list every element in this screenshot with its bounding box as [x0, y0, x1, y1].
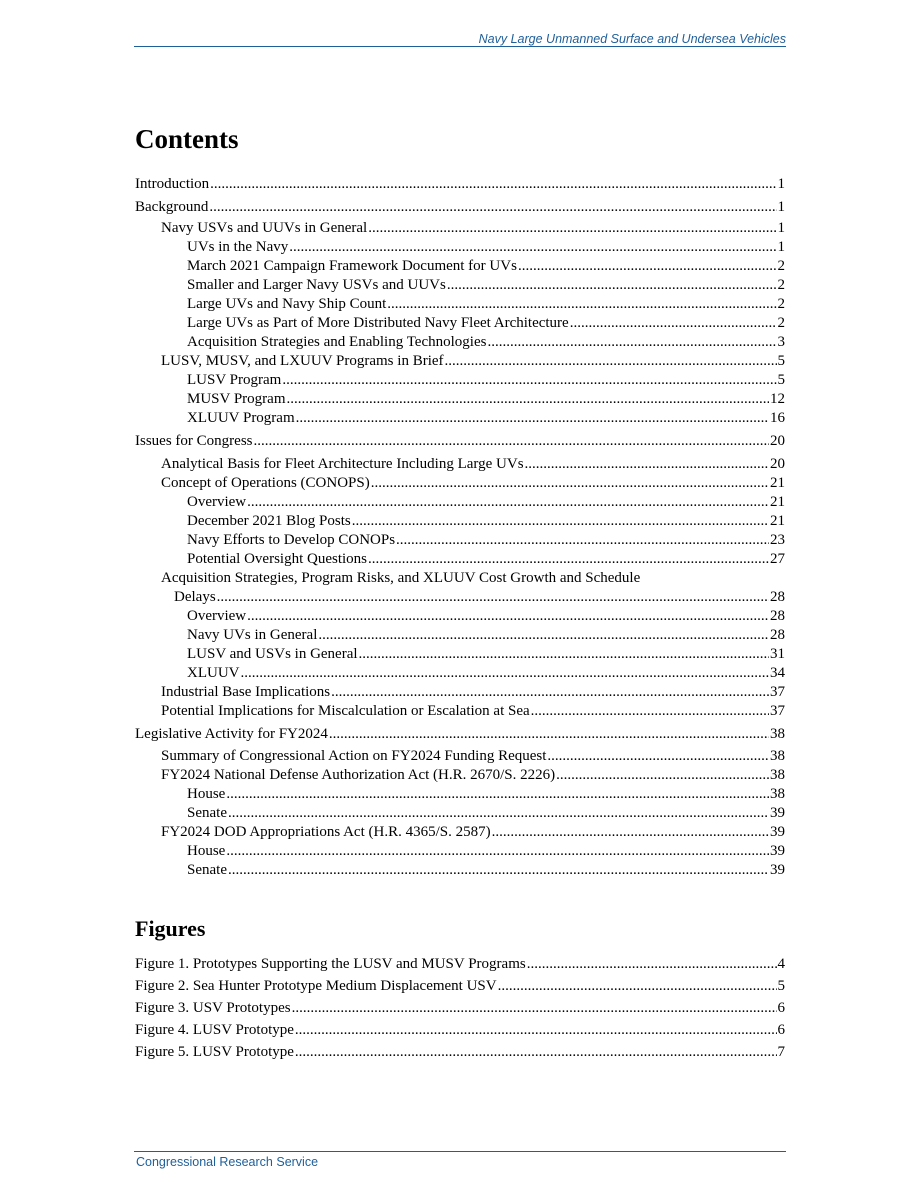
toc-entry-ndaa-house[interactable]	[135, 785, 785, 803]
dot-leader	[247, 493, 769, 511]
toc-entry-page: 2	[777, 258, 785, 274]
figure-entry-page: 4	[777, 956, 785, 972]
toc-entry-title: LUSV Program	[187, 372, 282, 388]
toc-entry-conops[interactable]	[135, 474, 785, 492]
dot-leader	[226, 842, 769, 860]
toc-entry-title: Industrial Base Implications	[161, 684, 331, 700]
toc-entry-title: MUSV Program	[187, 391, 286, 407]
toc-entry-acquisition-enabling[interactable]	[135, 333, 785, 351]
dot-leader	[368, 219, 776, 237]
toc-entry-page: 23	[770, 532, 785, 548]
toc-entry-page: 5	[777, 353, 785, 369]
dot-leader	[209, 198, 776, 216]
toc-entry-page: 21	[770, 513, 785, 529]
toc-entry-page: 1	[777, 239, 785, 255]
dot-leader	[352, 512, 769, 530]
toc-entry-title: December 2021 Blog Posts	[187, 513, 351, 529]
toc-entry-page: 20	[770, 456, 785, 472]
dot-leader	[247, 607, 769, 625]
figure-entry-3[interactable]	[135, 999, 785, 1017]
footer-publisher: Congressional Research Service	[136, 1155, 319, 1169]
running-header: Navy Large Unmanned Surface and Undersea Vehicles	[478, 32, 786, 46]
dot-leader	[492, 823, 769, 841]
toc-entry-page: 38	[770, 726, 785, 742]
toc-entry-title: Large UVs as Part of More Distributed Navy Fleet Architecture	[187, 315, 569, 331]
dot-leader	[282, 371, 776, 389]
toc-entry-page: 5	[777, 372, 785, 388]
toc-entry-page: 16	[770, 410, 785, 426]
toc-entry-lusv-program[interactable]	[135, 371, 785, 389]
toc-entry-title: Navy Efforts to Develop CONOPs	[187, 532, 396, 548]
dot-leader	[359, 645, 769, 663]
dot-leader	[289, 238, 776, 256]
dot-leader	[487, 333, 776, 351]
toc-entry-page: 28	[770, 589, 785, 605]
toc-entry-title: FY2024 National Defense Authorization Act (H.R. 2670/S. 2226)	[161, 767, 556, 783]
dot-leader	[241, 664, 770, 682]
toc-entry-title: Acquisition Strategies and Enabling Technologies	[187, 334, 487, 350]
figure-entry-4[interactable]	[135, 1021, 785, 1039]
toc-entry-page: 1	[777, 220, 785, 236]
dot-leader	[292, 999, 777, 1017]
toc-entry-issues-for-congress[interactable]	[135, 432, 785, 450]
toc-entry-title: XLUUV	[187, 665, 240, 681]
toc-entry-page: 21	[770, 475, 785, 491]
figure-entry-title: Figure 4. LUSV Prototype	[135, 1022, 294, 1038]
toc-entry-title: Potential Implications for Miscalculation or Escalation at Sea	[161, 703, 530, 719]
toc-entry-distributed-fleet[interactable]	[135, 314, 785, 332]
toc-entry-title: FY2024 DOD Appropriations Act (H.R. 4365/S. 2587)	[161, 824, 491, 840]
dot-leader	[295, 1021, 777, 1039]
contents-heading: Contents	[135, 124, 239, 154]
dot-leader	[525, 455, 769, 473]
toc-entry-page: 38	[770, 767, 785, 783]
toc-entry-title: House	[187, 786, 226, 802]
toc-entry-title: House	[187, 843, 226, 859]
header-rule	[134, 46, 786, 47]
toc-entry-title: LUSV and USVs in General	[187, 646, 358, 662]
figure-entry-page: 6	[777, 1000, 785, 1016]
dot-leader	[318, 626, 769, 644]
toc-entry-legislative-activity[interactable]	[135, 725, 785, 743]
figure-entry-5[interactable]	[135, 1043, 785, 1061]
toc-entry-title: Introduction	[135, 176, 210, 192]
toc-entry-analytical-basis[interactable]	[135, 455, 785, 473]
toc-entry-page: 28	[770, 608, 785, 624]
dot-leader	[217, 588, 769, 606]
toc-entry-title: LUSV, MUSV, and LXUUV Programs in Brief	[161, 353, 444, 369]
toc-entry-page: 2	[777, 296, 785, 312]
dot-leader	[368, 550, 769, 568]
toc-entry-introduction[interactable]	[135, 175, 785, 193]
toc-entry-title: Senate	[187, 862, 227, 878]
toc-entry-title: Smaller and Larger Navy USVs and UUVs	[187, 277, 446, 293]
figure-entry-1[interactable]	[135, 955, 785, 973]
footer-rule	[134, 1151, 786, 1152]
toc-entry-acq-overview[interactable]	[135, 607, 785, 625]
dot-leader	[445, 352, 777, 370]
toc-entry-miscalculation[interactable]	[135, 702, 785, 720]
toc-entry-title: Navy USVs and UUVs in General	[161, 220, 368, 236]
dot-leader	[498, 977, 777, 995]
toc-entry-page: 12	[770, 391, 785, 407]
toc-entry-march-2021-framework[interactable]	[135, 257, 785, 275]
dot-leader	[296, 409, 769, 427]
figure-entry-page: 5	[777, 978, 785, 994]
figure-entry-title: Figure 5. LUSV Prototype	[135, 1044, 294, 1060]
toc-entry-programs-in-brief[interactable]	[135, 352, 785, 370]
toc-entry-page: 38	[770, 786, 785, 802]
toc-entry-navy-uvs-general[interactable]	[135, 626, 785, 644]
toc-entry-title: Issues for Congress	[135, 433, 253, 449]
dot-leader	[531, 702, 769, 720]
figure-entry-page: 6	[777, 1022, 785, 1038]
toc-entry-page: 1	[777, 176, 785, 192]
toc-entry-oversight-questions[interactable]	[135, 550, 785, 568]
toc-entry-page: 37	[770, 703, 785, 719]
toc-entry-acquisition-risks[interactable]	[135, 588, 785, 606]
dot-leader	[331, 683, 769, 701]
figure-entry-title: Figure 2. Sea Hunter Prototype Medium Displacement USV	[135, 978, 497, 994]
toc-entry-lusv-usvs-general[interactable]	[135, 645, 785, 663]
figure-entry-2[interactable]	[135, 977, 785, 995]
toc-entry-title: Analytical Basis for Fleet Architecture Including Large UVs	[161, 456, 524, 472]
toc-entry-summary-congressional-action[interactable]	[135, 747, 785, 765]
toc-entry-page: 34	[770, 665, 785, 681]
toc-entry-conops-overview[interactable]	[135, 493, 785, 511]
toc-entry-title: Delays	[174, 589, 216, 605]
toc-entry-title: Large UVs and Navy Ship Count	[187, 296, 387, 312]
toc-entry-approps-house[interactable]	[135, 842, 785, 860]
toc-entry-title: Legislative Activity for FY2024	[135, 726, 328, 742]
toc-entry-page: 37	[770, 684, 785, 700]
toc-entry-page: 39	[770, 805, 785, 821]
toc-entry-title: Concept of Operations (CONOPS)	[161, 475, 370, 491]
toc-entry-title: Overview	[187, 494, 247, 510]
toc-entry-ndaa-senate[interactable]	[135, 804, 785, 822]
toc-entry-approps-senate[interactable]	[135, 861, 785, 879]
toc-entry-navy-usvs-uuvs-general[interactable]	[135, 219, 785, 237]
toc-entry-xluuv[interactable]	[135, 664, 785, 682]
toc-entry-page: 21	[770, 494, 785, 510]
figure-entry-page: 7	[777, 1044, 785, 1060]
dot-leader	[527, 955, 777, 973]
toc-entry-page: 3	[777, 334, 785, 350]
toc-entry-page: 2	[777, 277, 785, 293]
dot-leader	[329, 725, 769, 743]
toc-entry-acquisition-risks-line1[interactable]: Acquisition Strategies, Program Risks, and XLUUV Cost Growth and Schedule	[161, 570, 641, 586]
dot-leader	[570, 314, 777, 332]
toc-entry-background[interactable]	[135, 198, 785, 216]
dot-leader	[254, 432, 770, 450]
toc-entry-page: 39	[770, 843, 785, 859]
toc-entry-title: Senate	[187, 805, 227, 821]
toc-entry-page: 39	[770, 824, 785, 840]
toc-entry-ndaa[interactable]	[135, 766, 785, 784]
dot-leader	[228, 804, 769, 822]
toc-entry-blog-posts[interactable]	[135, 512, 785, 530]
toc-entry-xluuv-program[interactable]	[135, 409, 785, 427]
toc-entry-title: UVs in the Navy	[187, 239, 289, 255]
toc-entry-appropriations[interactable]	[135, 823, 785, 841]
toc-entry-navy-efforts-conops[interactable]	[135, 531, 785, 549]
figure-entry-title: Figure 1. Prototypes Supporting the LUSV and MUSV Programs	[135, 956, 526, 972]
dot-leader	[210, 175, 776, 193]
toc-entry-industrial-base[interactable]	[135, 683, 785, 701]
dot-leader	[228, 861, 769, 879]
dot-leader	[371, 474, 769, 492]
dot-leader	[396, 531, 769, 549]
toc-entry-page: 38	[770, 748, 785, 764]
toc-entry-page: 20	[770, 433, 785, 449]
toc-entry-title: Overview	[187, 608, 247, 624]
toc-entry-page: 1	[777, 199, 785, 215]
figure-entry-title: Figure 3. USV Prototypes	[135, 1000, 291, 1016]
toc-entry-page: 2	[777, 315, 785, 331]
toc-entry-musv-program[interactable]	[135, 390, 785, 408]
toc-entry-large-uvs-ship-count[interactable]	[135, 295, 785, 313]
toc-entry-smaller-larger-usvs[interactable]	[135, 276, 785, 294]
toc-entry-title: Potential Oversight Questions	[187, 551, 367, 567]
dot-leader	[556, 766, 769, 784]
dot-leader	[295, 1043, 777, 1061]
dot-leader	[226, 785, 769, 803]
toc-entry-title: March 2021 Campaign Framework Document for UVs	[187, 258, 517, 274]
toc-entry-title: Navy UVs in General	[187, 627, 318, 643]
dot-leader	[447, 276, 777, 294]
toc-entry-page: 27	[770, 551, 785, 567]
dot-leader	[286, 390, 769, 408]
toc-entry-title: Background	[135, 199, 209, 215]
dot-leader	[387, 295, 776, 313]
figures-heading: Figures	[135, 916, 206, 941]
dot-leader	[547, 747, 769, 765]
toc-entry-page: 31	[770, 646, 785, 662]
toc-entry-page: 39	[770, 862, 785, 878]
toc-entry-page: 28	[770, 627, 785, 643]
toc-entry-title: XLUUV Program	[187, 410, 295, 426]
dot-leader	[518, 257, 777, 275]
toc-entry-uvs-in-navy[interactable]	[135, 238, 785, 256]
toc-entry-title: Summary of Congressional Action on FY2024 Funding Request	[161, 748, 547, 764]
